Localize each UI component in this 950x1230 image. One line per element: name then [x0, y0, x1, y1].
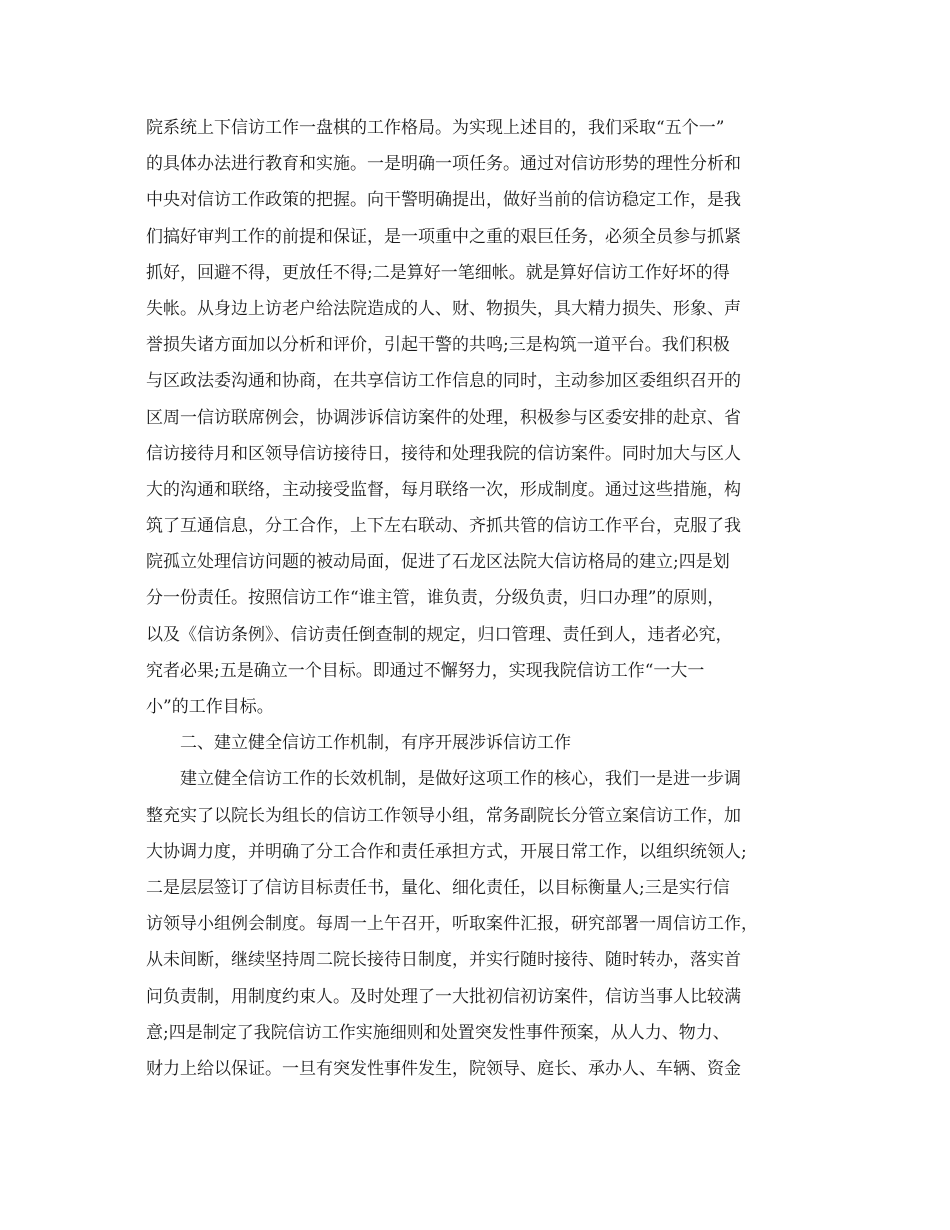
- document-body: [146, 110, 816, 1087]
- text-line: 筑了互通信息，分工合作，上下左右联动、齐抓共管的信访工作平台，克服了我: [146, 516, 741, 537]
- text-line: 以及《信访条例》、信访责任倒查制的规定，归口管理、责任到人，违者必究，: [146, 624, 733, 645]
- text-line: 二是层层签订了信访目标责任书，量化、细化责任，以目标衡量人;三是实行信: [146, 877, 730, 898]
- text-line: 中央对信访工作政策的把握。向干警明确提出，做好当前的信访稳定工作，是我: [146, 190, 741, 211]
- text-line: 誉损失诸方面加以分析和评价，引起干警的共鸣;三是构筑一道平台。我们积极: [146, 335, 730, 356]
- text-line: 抓好，回避不得，更放任不得;二是算好一笔细帐。就是算好信访工作好坏的得: [146, 262, 730, 283]
- text-line: 究者必果;五是确立一个目标。即通过不懈努力，实现我院信访工作“一大一: [146, 660, 705, 681]
- paragraph-first-line: 建立健全信访工作的长效机制，是做好这项工作的核心，我们一是进一步调: [180, 769, 741, 790]
- section-heading: 二、建立健全信访工作机制，有序开展涉诉信访工作: [180, 733, 571, 754]
- text-line: 财力上给以保证。一旦有突发性事件发生，院领导、庭长、承办人、车辆、资金: [146, 1058, 741, 1079]
- text-line: 大的沟通和联络，主动接受监督，每月联络一次，形成制度。通过这些措施，构: [146, 479, 741, 500]
- text-line: 的具体办法进行教育和实施。一是明确一项任务。通过对信访形势的理性分析和: [146, 154, 741, 175]
- text-line: 分一份责任。按照信访工作“谁主管，谁负责，分级负责，归口办理”的原则，: [146, 588, 725, 609]
- text-line: 整充实了以院长为组长的信访工作领导小组，常务副院长分管立案信访工作，加: [146, 805, 741, 826]
- text-line: 们搞好审判工作的前提和保证，是一项重中之重的艰巨任务，必须全员参与抓紧: [146, 226, 741, 247]
- text-line: 意;四是制定了我院信访工作实施细则和处置突发性事件预案，从人力、物力、: [146, 1022, 730, 1043]
- text-line: 大协调力度，并明确了分工合作和责任承担方式，开展日常工作，以组织统领人;: [146, 841, 747, 862]
- text-line: 院孤立处理信访问题的被动局面，促进了石龙区法院大信访格局的建立;四是划: [146, 552, 730, 573]
- text-line: 失帐。从身边上访老户给法院造成的人、财、物损失，具大精力损失、形象、声: [146, 298, 741, 319]
- text-line: 与区政法委沟通和协商，在共享信访工作信息的同时，主动参加区委组织召开的: [146, 371, 741, 392]
- text-line: 小”的工作目标。: [146, 697, 274, 717]
- text-line: 问负责制，用制度约束人。及时处理了一大批初信初访案件，信访当事人比较满: [146, 986, 741, 1007]
- text-line: 访领导小组例会制度。每周一上午召开，听取案件汇报，研究部署一周信访工作，: [146, 914, 758, 935]
- text-line: 区周一信访联席例会，协调涉诉信访案件的处理，积极参与区委安排的赴京、省: [146, 407, 741, 428]
- text-line: 从未间断，继续坚持周二院长接待日制度，并实行随时接待、随时转办，落实首: [146, 950, 741, 971]
- text-line: 院系统上下信访工作一盘棋的工作格局。为实现上述目的，我们采取“五个一”: [146, 118, 725, 138]
- text-line: 信访接待月和区领导信访接待日，接待和处理我院的信访案件。同时加大与区人: [146, 443, 741, 464]
